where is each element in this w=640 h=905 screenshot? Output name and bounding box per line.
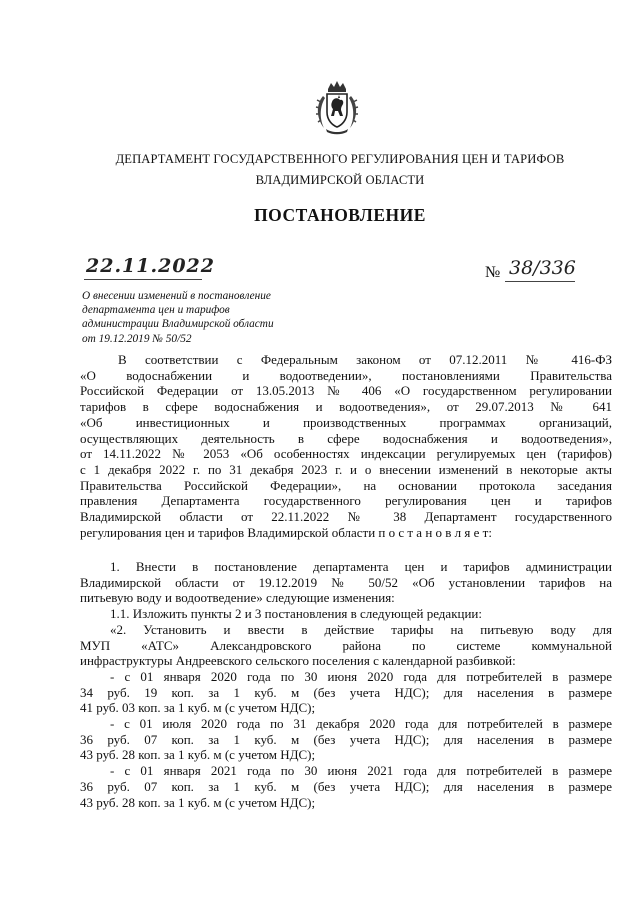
number-sign: № xyxy=(485,264,501,281)
document-subject xyxy=(82,289,322,346)
operative-paragraph xyxy=(80,559,612,810)
text-line: «2. Установить и ввести в действие тарифы на питьевую воду для xyxy=(110,621,612,637)
text-line: - с 01 января 2021 года по 30 июня 2021 года для потребителей в размере xyxy=(110,763,612,779)
subject-line: администрации Владимирской области xyxy=(82,318,274,331)
organization-name: ДЕПАРТАМЕНТ ГОСУДАРСТВЕННОГО РЕГУЛИРОВАНИЯ ЦЕН И ТАРИФОВ xyxy=(115,152,565,166)
text-line: 41 руб. 03 коп. за 1 куб. м (с учетом НДС); xyxy=(80,700,316,716)
text-line: - с 01 января 2020 года по 30 июня 2020 года для потребителей в размере xyxy=(110,668,612,684)
text-line: осуществляющих деятельность в сфере водоснабжения и водоотведения», xyxy=(80,430,612,446)
text-line: Правительства Российской Федерации», на основании протокола заседания xyxy=(80,477,612,493)
handwritten-number: 38/336 xyxy=(509,257,576,279)
text-line: 36 руб. 07 коп. за 1 куб. м (без учета НДС); для населения в размере xyxy=(80,778,612,794)
organization-region: ВЛАДИМИРСКОЙ ОБЛАСТИ xyxy=(255,173,425,187)
subject-line: О внесении изменений в постановление xyxy=(82,290,271,302)
text-line: 36 руб. 07 коп. за 1 куб. м (без учета НДС); для населения в размере xyxy=(80,731,612,747)
text-line: питьевую воду и водоотведение» следующие изменения: xyxy=(80,590,395,606)
number-underline xyxy=(505,281,575,282)
text-line: 1. Внести в постановление департамента цен и тарифов администрации xyxy=(110,559,612,574)
coat-of-arms-icon xyxy=(314,80,360,136)
text-line: от 14.11.2022 № 2053 «Об особенностях индексации регулируемых цен (тарифов) xyxy=(80,446,612,462)
text-line: 43 руб. 28 коп. за 1 куб. м (с учетом НДС); xyxy=(80,747,316,763)
text-line: правления Департамента государственного регулирования цен и тарифов xyxy=(80,493,612,509)
text-line: В соответствии с Федеральным законом от 07.12.2011 № 416-ФЗ xyxy=(118,352,612,367)
preamble-paragraph xyxy=(80,352,612,540)
text-line: Владимирской области от 22.11.2022 № 38 Департамент государственного xyxy=(80,509,612,525)
text-line: Владимирской области от 19.12.2019 № 50/52 «Об установлении тарифов на xyxy=(80,574,612,590)
handwritten-date: 22.11.2022 xyxy=(86,255,215,277)
text-line: инфраструктуры Андреевского сельского поселения с календарной разбивкой: xyxy=(80,653,516,669)
text-line: с 1 декабря 2022 г. по 31 декабря 2023 г. и о внесении изменений в некоторые акты xyxy=(80,461,612,477)
date-underline xyxy=(84,279,202,280)
document-type-title: ПОСТАНОВЛЕНИЕ xyxy=(254,205,426,225)
text-line: «Об инвестиционных и производственных программах организаций, xyxy=(80,414,612,430)
text-line: МУП «АТС» Александровского района по системе коммунальной xyxy=(80,637,612,653)
subject-line: департамента цен и тарифов xyxy=(82,304,230,317)
text-line: 1.1. Изложить пункты 2 и 3 постановления в следующей редакции: xyxy=(110,606,482,622)
subject-line: от 19.12.2019 № 50/52 xyxy=(82,332,192,345)
text-line: «О водоснабжении и водоотведении», постановлениями Правительства xyxy=(80,367,612,383)
text-line: Российской Федерации от 13.05.2013 № 406 «О государственном регулировании xyxy=(80,383,612,399)
text-line: 34 руб. 19 коп. за 1 куб. м (без учета НДС); для населения в размере xyxy=(80,684,612,700)
text-line: 43 руб. 28 коп. за 1 куб. м (с учетом НДС); xyxy=(80,794,316,810)
text-line: тарифов в сфере водоснабжения и водоотведения», от 29.07.2013 № 641 xyxy=(80,399,612,415)
text-line: регулирования цен и тарифов Владимирской области п о с т а н о в л я е т: xyxy=(80,524,492,540)
text-line: - с 01 июля 2020 года по 31 декабря 2020 года для потребителей в размере xyxy=(110,716,612,732)
